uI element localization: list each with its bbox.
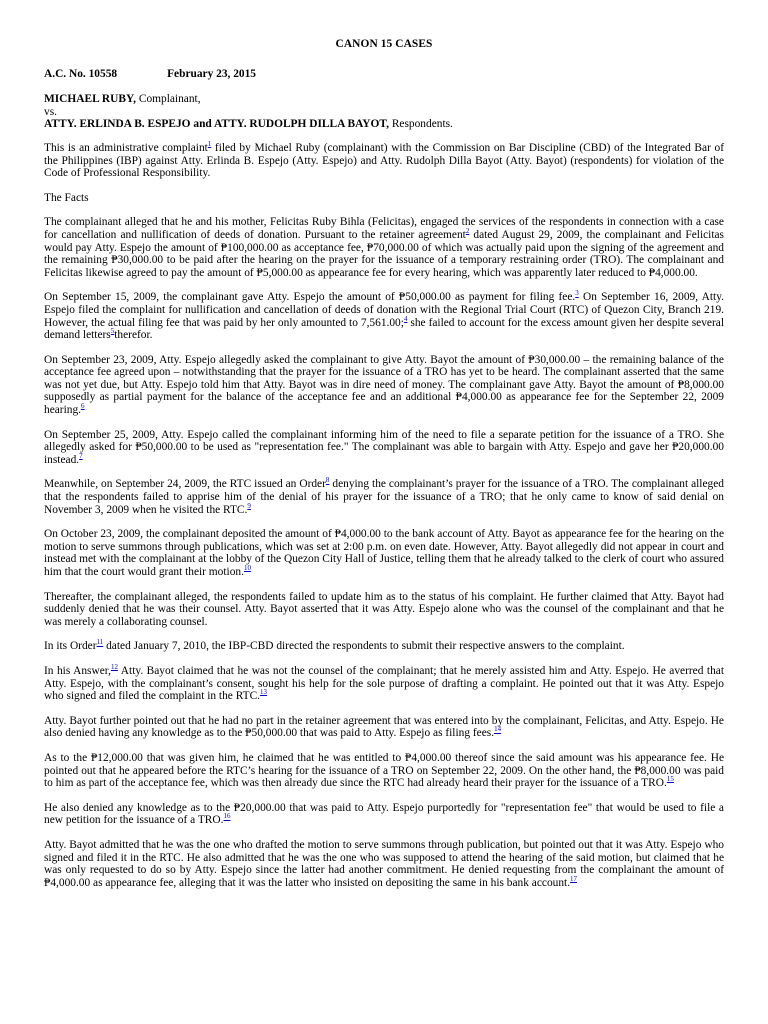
- paragraph-text: In his Answer,: [44, 664, 111, 677]
- body-paragraph: [44, 142, 724, 180]
- footnote-link[interactable]: 10: [243, 564, 251, 573]
- paragraph-text: On September 15, 2009, the complainant gave Atty. Espejo the amount of ₱50,000.00 as payment for filing fee.: [44, 291, 576, 304]
- case-header: [44, 68, 724, 81]
- footnote-link[interactable]: 7: [79, 452, 83, 461]
- body-paragraph: [44, 752, 724, 790]
- footnote-link[interactable]: 13: [260, 688, 268, 697]
- footnote-link[interactable]: 9: [247, 501, 251, 510]
- footnote-link[interactable]: 14: [494, 725, 502, 734]
- paragraph-text: therefor.: [114, 329, 153, 342]
- case-parties: [44, 93, 724, 131]
- body-paragraph: [44, 665, 724, 703]
- body-paragraph: [44, 429, 724, 467]
- paragraph-text: Atty. Bayot further pointed out that he had no part in the retainer agreement that was entered into by the complainant, Felicitas, and Atty. Espejo. He also denied having any knowledge as to the ₱50,000.00 that was paid to Atty. Espejo as filing fees.: [44, 714, 724, 740]
- footnote-link[interactable]: 17: [570, 874, 578, 883]
- footnote-link[interactable]: 12: [110, 663, 118, 672]
- paragraph-text: On October 23, 2009, the complainant deposited the amount of ₱4,000.00 to the bank account of Atty. Bayot as appearance fee for the hearing on the motion to serve summons through publications, which was set at 2:00 p.m. on even date. However, Atty. Bayot allegedly did not appear in court and instead met with the complainant at the lobby of the Quezon City Hall of Justice, telling them that he already talked to the clerk of court who assured him that the court would grant their motion.: [44, 528, 724, 578]
- respondents-line: [44, 118, 724, 131]
- paragraph-text: The complainant alleged that he and his mother, Felicitas Ruby Bihla (Felicitas), engaged the services of the respondents in connection with a case for cancellation and nullification of deeds of donation. Pursuant to the retainer agreement: [44, 216, 724, 241]
- section-heading-facts: The Facts: [44, 191, 89, 204]
- paragraph-text: denying the complainant’s prayer for the issuance of a TRO. The complainant alleged that the respondents failed to apprise him of the denial of his prayer for the issuance of a TRO; that he only came to know of said denial on November 3, 2009 when he visited the RTC.: [44, 478, 724, 516]
- paragraph-text: As to the ₱12,000.00 that was given him, he claimed that he was entitled to ₱4,000.00 thereof since the said amount was his appearance fee. He pointed out that he appeared before the RTC’s hearing for the issuance of a TRO on September 22, 2009. On the other hand, the ₱8,000.00 was paid to him as part of the acceptance fee, which was then already due since the RTC had already heard their prayer for the issuance of a TRO.: [44, 751, 724, 790]
- paragraph-text: dated August 29, 2009, the complainant and Felicitas would pay Atty. Espejo the amount of ₱100,000.00 as acceptance fee, ₱70,000.00 of which was actually paid upon the signing of the agreement and the remaining ₱30,000.00 to be paid after the hearing on the prayer for the issuance of a temporary restraining order (TRO). The complainant and Felicitas likewise agreed to pay the amount of ₱5,000.00 as appearance fee for every hearing, which was apparently later reduced to ₱4,000.00.: [44, 228, 724, 279]
- paragraph-text: This is an administrative complaint: [44, 141, 208, 154]
- paragraph-text: Atty. Bayot claimed that he was not the counsel of the complainant; that he merely assisted him and Atty. Espejo. He averred that Atty. Espejo, with the complainant’s consent, sought his help for the sole purpose of drafting a complaint. He pointed out that it was Atty. Espejo who signed and filed the complaint in the RTC.: [44, 664, 724, 703]
- document-title: CANON 15 CASES: [335, 38, 433, 50]
- footnote-link[interactable]: 4: [403, 314, 408, 323]
- footnote-link[interactable]: 5: [110, 327, 115, 336]
- paragraph-text: On September 25, 2009, Atty. Espejo called the complainant informing him of the need to file a separate petition for the issuance of a TRO. She allegedly asked for ₱50,000.00 to be used as "representation fee." The complainant was able to bargain with Atty. Espejo and gave her ₱20,000.00 instead.: [44, 428, 724, 466]
- paragraph-text: dated January 7, 2010, the IBP-CBD directed the respondents to submit their respective answers to the complaint.: [103, 640, 625, 653]
- footnote-link[interactable]: 6: [81, 402, 85, 411]
- case-number: A.C. No. 10558: [44, 67, 118, 80]
- paragraph-text: In its Order: [44, 640, 97, 653]
- body-paragraph: [44, 216, 724, 279]
- footnote-link[interactable]: 16: [223, 812, 231, 821]
- footnote-link[interactable]: 8: [325, 476, 330, 485]
- body-paragraph: [44, 591, 724, 629]
- body-paragraph: [44, 478, 724, 516]
- document-page: [44, 38, 724, 901]
- footnote-link[interactable]: 3: [575, 289, 579, 298]
- respondents-role: Respondents.: [388, 118, 453, 131]
- body-paragraph: [44, 802, 724, 827]
- complainant-line: [44, 93, 724, 106]
- body-paragraph: [44, 715, 724, 740]
- paragraph-text: Thereafter, the complainant alleged, the respondents failed to update him as to the status of his complaint. He further claimed that Atty. Bayot had suddenly denied that he was their counsel. Atty. Bayot asserted that it was Atty. Espejo alone who was the counsel of the complainant and that he was merely a collaborating counsel.: [44, 590, 724, 628]
- paragraph-text: Meanwhile, on September 24, 2009, the RTC issued an Order: [44, 478, 326, 491]
- paragraph-text: He also denied any knowledge as to the ₱20,000.00 that was paid to Atty. Espejo purportedly for "representation fee" that would be used to file a new petition for the issuance of a TRO.: [44, 801, 724, 827]
- paragraph-text: On September 16, 2009, Atty. Espejo filed the complaint for nullification and cancellation of deeds of donation with the Regional Trial Court (RTC) of Quezon City, Branch 219. However, the actual filing fee that was paid by her only amounted to 7,561.00;: [44, 291, 724, 329]
- complainant-name: MICHAEL RUBY,: [44, 93, 136, 106]
- paragraph-text: On September 23, 2009, Atty. Espejo allegedly asked the complainant to give Atty. Bayot the amount of ₱30,000.00 – the remaining balance of the acceptance fee agreed upon – notwithstanding that the prayer for the issuance of a TRO has yet to be heard. The complainant asserted that the same was not yet due, but Atty. Espejo told him that Atty. Bayot was in dire need of money. The complainant gave Atty. Bayot the amount of ₱8,000.00 supposedly as partial payment for the balance of the acceptance fee and an additional ₱4,000.00 as appearance fee for the September 22, 2009 hearing.: [44, 353, 724, 417]
- paragraph-text: Atty. Bayot admitted that he was the one who drafted the motion to serve summons through publication, but pointed out that it was Atty. Espejo who signed and filed it in the RTC. He also admitted that he was the one who was supposed to attend the hearing of the said motion, but claimed that he was only requested to do so by Atty. Espejo since the latter had another commitment. He denied requesting from the complainant the amount of ₱4,000.00 as appearance fee, alleging that it was the latter who insisted on depositing the same in his bank account.: [44, 838, 724, 889]
- footnote-link[interactable]: 2: [465, 227, 470, 236]
- footnote-link[interactable]: 11: [96, 638, 104, 647]
- body-paragraph: [44, 528, 724, 578]
- body-paragraph: [44, 839, 724, 889]
- complainant-role: Complainant,: [136, 93, 201, 106]
- body-paragraph: [44, 291, 724, 341]
- paragraph-text: filed by Michael Ruby (complainant) with the Commission on Bar Discipline (CBD) of the Integrated Bar of the Philippines (IBP) against Atty. Erlinda B. Espejo (Atty. Espejo) and Atty. Rudolph Dilla Bayot (Atty. Bayot) (respondents) for violation of the Code of Professional Responsibility.: [44, 141, 724, 180]
- body-paragraph: [44, 354, 724, 417]
- respondents-names: ATTY. ERLINDA B. ESPEJO and ATTY. RUDOLPH DILLA BAYOT,: [44, 118, 389, 131]
- footnote-link[interactable]: 15: [666, 775, 674, 784]
- body-paragraph: [44, 640, 724, 653]
- paragraph-text: she failed to account for the excess amount given her despite several demand letters: [44, 316, 725, 342]
- footnote-link[interactable]: 1: [207, 140, 212, 149]
- versus-line: vs.: [44, 105, 57, 118]
- case-date: February 23, 2015: [167, 67, 256, 80]
